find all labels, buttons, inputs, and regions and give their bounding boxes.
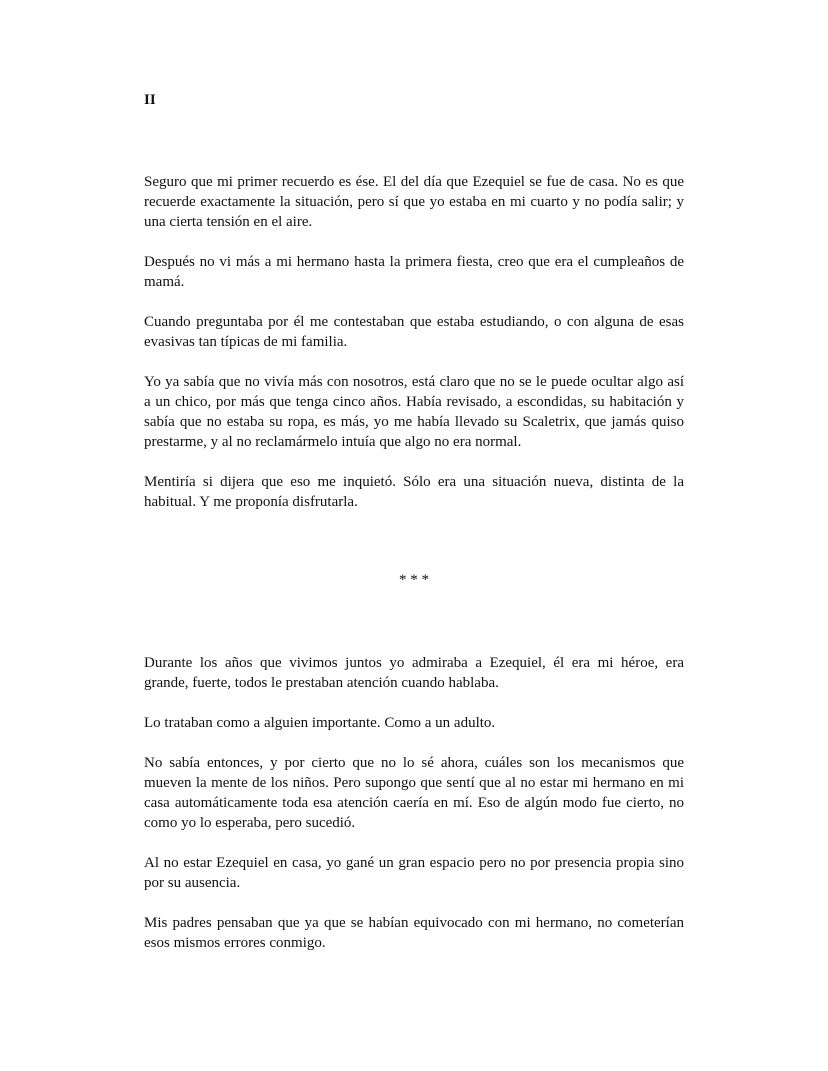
text-line: mamá. — [144, 274, 185, 290]
text-line: Mis padres pensaban que ya que se habían equivocado con mi hermano, no cometerían — [144, 915, 684, 931]
text-line: Mentiría si dijera que eso me inquietó. Sólo era una situación nueva, distinta de la — [144, 474, 684, 490]
paragraph — [144, 753, 684, 833]
chapter-heading: II — [144, 92, 156, 108]
text-line: por su ausencia. — [144, 875, 241, 891]
text-line: Durante los años que vivimos juntos yo admiraba a Ezequiel, él era mi héroe, era — [144, 655, 684, 671]
paragraph — [144, 713, 684, 733]
section-2 — [144, 653, 684, 973]
text-line: esos mismos errores conmigo. — [144, 935, 326, 951]
text-line: como yo lo esperaba, pero sucedió. — [144, 815, 356, 831]
text-line: casa automáticamente toda esa atención caería en mí. Eso de algún modo fue cierto, no — [144, 795, 684, 811]
text-line: No sabía entonces, y por cierto que no lo sé ahora, cuáles son los mecanismos que — [144, 755, 684, 771]
text-line: Yo ya sabía que no vivía más con nosotros, está claro que no se le puede ocultar algo así — [144, 374, 684, 390]
paragraph — [144, 252, 684, 292]
text-line: sabía que no estaba su ropa, es más, yo me había llevado su Scaletrix, que jamás quiso — [144, 414, 684, 430]
paragraph — [144, 312, 684, 352]
text-line: recuerde exactamente la situación, pero sí que yo estaba en mi cuarto y no podía salir; y — [144, 194, 684, 210]
paragraph — [144, 853, 684, 893]
text-line: Después no vi más a mi hermano hasta la primera fiesta, creo que era el cumpleaños de — [144, 254, 684, 270]
text-line: habitual. Y me proponía disfrutarla. — [144, 494, 358, 510]
text-line: a un chico, por más que tenga cinco años. Había revisado, a escondidas, su habitación y — [144, 394, 684, 410]
text-line: Seguro que mi primer recuerdo es ése. El del día que Ezequiel se fue de casa. No es que — [144, 174, 684, 190]
text-line: Lo trataban como a alguien importante. Como a un adulto. — [144, 715, 496, 731]
paragraph — [144, 372, 684, 452]
paragraph — [144, 653, 684, 693]
section-1 — [144, 172, 684, 532]
paragraph — [144, 172, 684, 232]
paragraph — [144, 913, 684, 953]
text-line: mueven la mente de los niños. Pero supongo que sentí que al no estar mi hermano en mi — [144, 775, 684, 791]
text-line: Al no estar Ezequiel en casa, yo gané un gran espacio pero no por presencia propia sino — [144, 855, 684, 871]
paragraph — [144, 472, 684, 512]
text-line: una cierta tensión en el aire. — [144, 214, 313, 230]
text-line: prestarme, y al no reclamármelo intuía que algo no era normal. — [144, 434, 522, 450]
text-line: grande, fuerte, todos le prestaban atención cuando hablaba. — [144, 675, 499, 691]
text-line: Cuando preguntaba por él me contestaban que estaba estudiando, o con alguna de esas — [144, 314, 684, 330]
section-separator: * * * — [399, 572, 429, 588]
text-line: evasivas tan típicas de mi familia. — [144, 334, 348, 350]
